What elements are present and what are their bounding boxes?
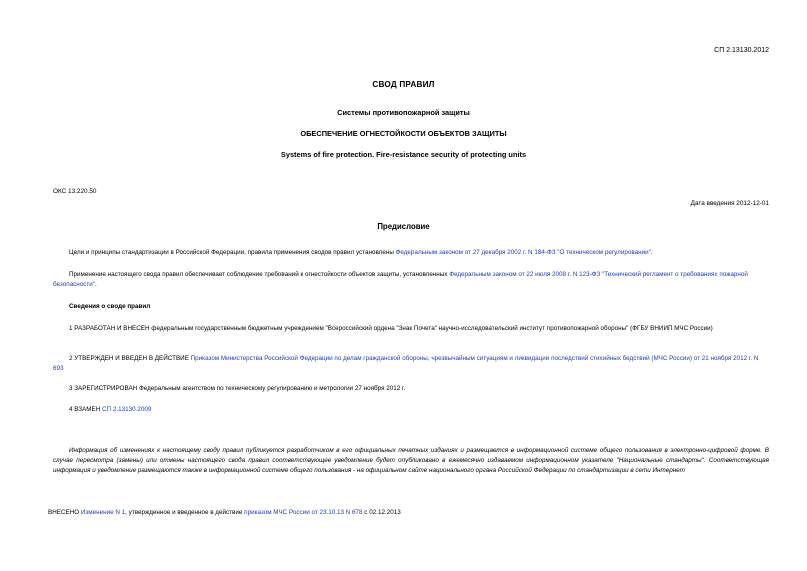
changes-notice: Информация об изменениях к настоящему своду правил публикуется разработчиком в его официальных печатных изданиях и размещается в информационной системе общего пользования в электронно-цифровой форме. В случае пересмотра (замены) или отмены настоящего свода правил соответствующее уведомление будет опубликовано в ежемесячно издаваемом информационном указателе "Национальные стандарты". Соответствующая информация и уведомление размещаются также в информационной системе общего пользования - на официальном сайте национального органа Российской Федерации по стандартизации в сети Интернет [53, 447, 769, 474]
info-item-2 [53, 354, 769, 374]
paragraph-text: Цели и принципы стандартизации в Российской Федерации, правила применения сводов правил установлены [69, 249, 396, 256]
subtitle: Системы противопожарной защиты [337, 108, 470, 117]
document-name: ОБЕСПЕЧЕНИЕ ОГНЕСТОЙКОСТИ ОБЪЕКТОВ ЗАЩИТЫ [300, 129, 507, 138]
amendment-prefix: ВНЕСЕНО [48, 509, 81, 516]
amendment-middle: , утвержденное и введенное в действие [125, 509, 245, 516]
preface-paragraph-1 [53, 248, 769, 258]
law-123-link[interactable]: Федеральным законом от 22 июля 2008 г. N 123-ФЗ "Технический регламент о требованиях пожарной безопасности" [53, 271, 748, 288]
effective-date: Дата введения 2012-12-01 [690, 200, 769, 207]
paragraph-end: . [95, 281, 97, 288]
info-item-1: 1 РАЗРАБОТАН И ВНЕСЕН федеральным государственным бюджетным учреждением "Всероссийский ордена "Знак Почета" научно-исследовательский институт противопожарной обороны" (ФГБУ ВНИИП МЧС России) [69, 325, 713, 332]
paragraph-end: . [650, 249, 653, 256]
order-693-link[interactable]: Приказом Министерства Российской Федерации по делам гражданской обороны, чрезвычайным ситуациям и ликвидации последствий стихийных бедствий (МЧС России) от 21 ноября 2012 г. N 693 [53, 355, 759, 372]
document-code: СП 2.13130.2012 [714, 47, 769, 54]
amendment-suffix: с 02.12.2013 [362, 509, 401, 516]
okc-code: ОКС 13.220.50 [53, 188, 97, 195]
info-item-3: 3 ЗАРЕГИСТРИРОВАН Федеральным агентством по техническому регулированию и метрологии 27 ноября 2012 г. [69, 385, 406, 392]
paragraph-text: Применение настоящего свода правил обеспечивает соблюдение требований к огнестойкости объектов защиты, установленных [69, 271, 450, 278]
amendment-1-link[interactable]: Изменение N 1 [80, 509, 126, 516]
preface-heading: Предисловие [377, 222, 430, 231]
preface-paragraph-2 [53, 270, 769, 290]
law-184-link[interactable]: Федеральным законом от 27 декабря 2002 г. N 184-ФЗ "О техническом регулировании" [395, 249, 651, 256]
main-title: СВОД ПРАВИЛ [372, 80, 435, 89]
item-text: 2 УТВЕРЖДЕН И ВВЕДЕН В ДЕЙСТВИЕ [69, 355, 191, 362]
info-item-4 [53, 405, 769, 415]
sp-2009-link[interactable]: СП 2.13130.2009 [102, 406, 152, 413]
info-heading: Сведения о своде правил [69, 303, 151, 310]
amendment-note [48, 508, 764, 518]
item-text: 4 ВЗАМЕН [69, 406, 102, 413]
order-678-link[interactable]: приказом МЧС России от 23.10.13 N 678 [244, 509, 363, 516]
english-title: Systems of fire protection. Fire-resistance security of protecting units [280, 150, 527, 159]
